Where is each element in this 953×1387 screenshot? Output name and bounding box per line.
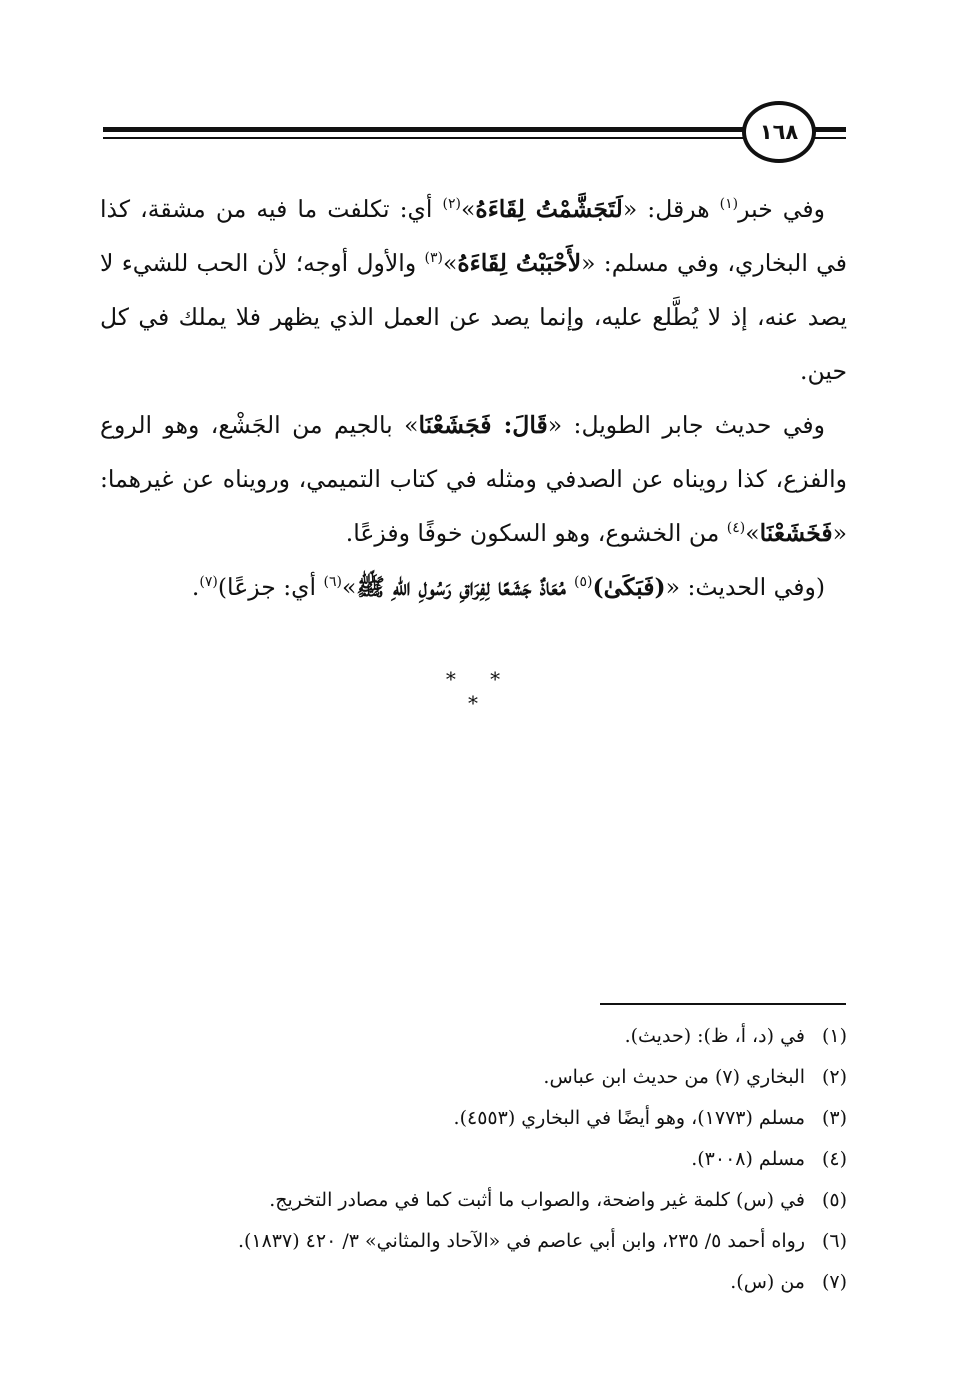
- footnote-number: (٤): [821, 1148, 847, 1170]
- text-run: أي: تكلفت ما فيه من مشقة، كذا في البخاري، وفي مسلم: «: [100, 195, 847, 277]
- hadith-quote: مُعَاذٌ جَشَعًا لِفِرَاقِ رَسُولِ اللهِ ﷺ: [356, 573, 574, 601]
- footnote-number: (١): [821, 1025, 847, 1047]
- hadith-quote: قَالَ: فَجَشَعْنَا: [418, 411, 548, 439]
- main-text: [100, 182, 847, 614]
- section-separator: * * *: [445, 667, 515, 715]
- header-rule-thick: [103, 127, 748, 132]
- header-rule-thick-right: [812, 127, 846, 132]
- text-run: (وفي الحديث: «: [665, 573, 825, 601]
- footnote-number: (٢): [821, 1066, 847, 1088]
- footnote-text: في (س) كلمة غير واضحة، والصواب ما أثبت كما في مصادر التخريج.: [269, 1189, 805, 1211]
- footnote-item: [100, 1016, 847, 1057]
- text-run: وفي حديث جابر الطويل: «: [547, 411, 825, 439]
- page-number: ١٦٨: [742, 101, 816, 163]
- footnote-text: مسلم (٣٠٠٨).: [691, 1148, 805, 1170]
- footnote-text: في (د، أ، ظ): (حديث).: [624, 1025, 805, 1047]
- text-run: والأول أوجه؛ لأن الحب للشيء لا يصد عنه، إذ لا يُطَّلع عليه، وإنما يصد عن العمل الذي يظهر فلا يملك في كل حين.: [100, 249, 847, 385]
- footnote-number: (٦): [821, 1230, 847, 1252]
- hadith-quote: فَخَشَعْنَا: [759, 519, 833, 547]
- footnote-ref: (٧): [199, 574, 218, 591]
- footnote-text: رواه أحمد ٥/ ٢٣٥، وابن أبي عاصم في «الآحاد والمثاني» ٣/ ٤٢٠ (١٨٣٧).: [237, 1230, 805, 1252]
- text-run: هرقل: «: [622, 195, 720, 223]
- footnote-ref: (١): [719, 196, 739, 213]
- paragraph-3: [100, 560, 847, 614]
- footnote-ref: (٥): [574, 574, 593, 591]
- text-run: .: [191, 573, 200, 601]
- hadith-quote: لأَحْبَبْتُ لِقَاءَهُ: [457, 249, 582, 277]
- footnote-ref: (٣): [424, 250, 443, 267]
- footnote-text: من (س).: [730, 1271, 805, 1293]
- header-rule-thin: [103, 137, 748, 139]
- paragraph-1: [100, 182, 847, 398]
- text-run: أي: جزعًا): [217, 573, 324, 601]
- text-run: » بالجيم من الجَشْع، وهو الروع والفزع، كذا رويناه عن الصدفي ومثله في كتاب التميمي، ورويناه عن غيرهما: «: [100, 411, 847, 547]
- footnote-number: (٥): [821, 1189, 847, 1211]
- footnote-item: [100, 1221, 847, 1262]
- footnote-ref: (٢): [442, 196, 461, 213]
- footnote-item: [100, 1180, 847, 1221]
- footnote-rule: [600, 1003, 846, 1005]
- text-run: »: [461, 195, 476, 223]
- text-run: وفي خبر: [738, 195, 825, 223]
- footnote-item: [100, 1098, 847, 1139]
- text-run: »: [341, 573, 357, 601]
- footnote-number: (٧): [821, 1271, 847, 1293]
- footnote-ref: (٦): [323, 574, 342, 591]
- footnote-item: [100, 1262, 847, 1303]
- footnote-text: البخاري (٧) من حديث ابن عباس.: [543, 1066, 805, 1088]
- footnote-text: مسلم (١٧٧٣)، وهو أيضًا في البخاري (٤٥٥٣).: [453, 1107, 805, 1129]
- text-run: »: [442, 249, 458, 277]
- footnote-item: [100, 1057, 847, 1098]
- footnote-item: [100, 1139, 847, 1180]
- text-run: »: [745, 519, 760, 547]
- header-rule-thin-right: [812, 137, 846, 139]
- text-run: من الخشوع، وهو السكون خوفًا وفزعًا.: [345, 519, 727, 547]
- paragraph-2: [100, 398, 847, 560]
- footnotes: [100, 1016, 847, 1303]
- footnote-ref: (٤): [726, 520, 746, 537]
- hadith-quote: (فَبَكَىٰ): [592, 573, 666, 601]
- footnote-number: (٣): [821, 1107, 847, 1129]
- hadith-quote: لَتَجَشَّمْتُ لِقَاءَهُ: [475, 195, 623, 223]
